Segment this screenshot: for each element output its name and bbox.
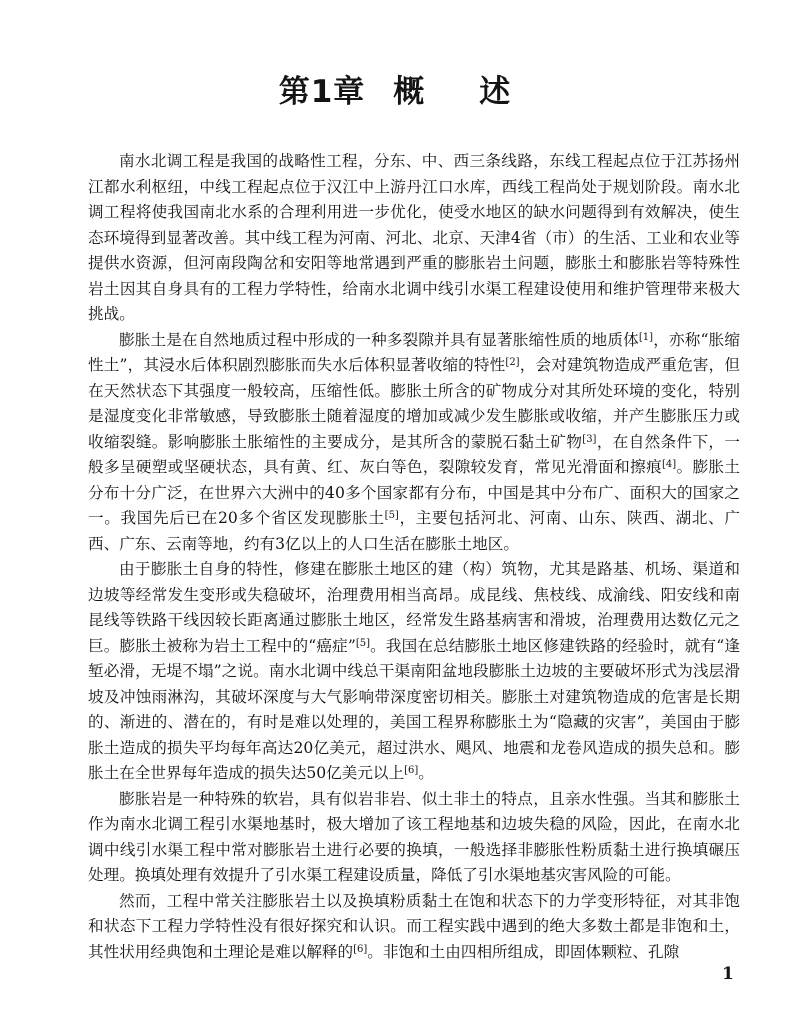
- paragraph-text: 然而，工程中常关注膨胀岩土以及换填粉质黏土在饱和状态下的力学变形特征，对其非饱和状态下工程力学特性没有很好探究和认识。而工程实践中遇到的绝大多数土都是非饱和土，其性状用经典饱和土理论是难以解释的: [88, 891, 740, 961]
- paragraph: [88, 328, 740, 558]
- paragraph-text: ，主要包括河北、河南、山东、陕西、湖北、广西、广东、云南等地，约有3亿以上的人口生活在膨胀土地区。: [88, 509, 740, 553]
- citation-reference: [6]: [353, 943, 368, 955]
- citation-reference: [1]: [638, 331, 654, 343]
- citation-reference: [5]: [355, 637, 370, 649]
- paragraph: [88, 149, 740, 328]
- paragraph-text: 。: [418, 764, 434, 782]
- chapter-title-part-2: 述: [479, 74, 512, 110]
- paragraph-text: 膨胀土是在自然地质过程中形成的一种多裂隙并具有显著胀缩性质的地质体: [119, 330, 639, 349]
- paragraph-text: 。膨胀土分布十分广泛，在世界六大洲中的40多个国家都有分布，中国是其中分布广、面积大的国家之一。我国先后已在20多个省区发现膨胀土: [88, 458, 740, 527]
- chapter-number: 第1章: [278, 74, 366, 110]
- paragraph-text: 南水北调工程是我国的战略性工程，分东、中、西三条线路，东线工程起点位于江苏扬州江都水利枢纽，中线工程起点位于汉江中上游丹江口水库，西线工程尚处于规划阶段。南水北调工程将使我国南北水系的合理利用进一步优化，使受水地区的缺水问题得到有效解决，使生态环境得到显著改善。其中线工程为河南、河北、北京、天津4省（市）的生活、工业和农业等提供水资源，但河南段陶岔和安阳等地常遇到严重的膨胀岩土问题，膨胀土和膨胀岩等特殊性岩土因其自身具有的工程力学特性，给南水北调中线引水渠工程建设使用和维护管理带来极大挑战。: [88, 152, 740, 323]
- body-text: [88, 149, 740, 965]
- citation-reference: [2]: [505, 357, 520, 368]
- paragraph-text: 。我国在总结膨胀土地区修建铁路的经验时，就有“逢堑必滑，无堤不塌”之说。南水北调中线总干渠南阳盆地段膨胀土边坡的主要破坏形式为浅层滑坡及冲蚀雨淋沟，其破坏深度与大气影响带深度密切相关。膨胀土对建筑物造成的危害是长期的、渐进的、潜在的，有时是难以处理的，美国工程界称膨胀土为“隐藏的灾害”，美国由于膨胀土造成的损失平均每年高达20亿美元，超过洪水、飓风、地震和龙卷风造成的损失总和。膨胀土在全世界每年造成的损失达50亿美元以上: [88, 636, 740, 782]
- paragraph-text: ，会对建筑物造成严重危害，但在天然状态下其强度一般较高，压缩性低。膨胀土所含的矿物成分对其所处环境的变化，特别是湿度变化非常敏感，导致膨胀土随着湿度的增加或减少发生膨胀或收缩，并产生膨胀压力或收缩裂缝。影响膨胀土胀缩性的主要成分，是其所含的蒙脱石黏土矿物: [88, 356, 740, 451]
- paragraph: [88, 787, 740, 889]
- page-number: 1: [722, 964, 734, 984]
- paragraph-text: 由于膨胀土自身的特性，修建在膨胀土地区的建（构）筑物，尤其是路基、机场、渠道和边坡等经常发生变形或失稳破坏，治理费用相当高昂。成昆线、焦枝线、成渝线、阳安线和南昆线等铁路干线因较长距离通过膨胀土地区，经常发生路基病害和滑坡，治理费用达数亿元之巨。膨胀土被称为岩土工程中的“癌症”: [88, 560, 740, 655]
- chapter-title-part-1: 概: [393, 74, 426, 110]
- citation-reference: [3]: [582, 433, 597, 445]
- citation-reference: [4]: [662, 459, 677, 470]
- citation-reference: [6]: [404, 765, 419, 776]
- paragraph-text: ，亦称“胀缩性土”，其浸水后体积剧烈膨胀而失水后体积显著收缩的特性: [88, 330, 740, 374]
- chapter-title: [0, 66, 790, 111]
- citation-reference: [5]: [384, 510, 399, 521]
- paragraph-text: 。非饱和土由四相所组成，即固体颗粒、孔隙: [367, 942, 680, 961]
- paragraph: [88, 889, 740, 966]
- paragraph: [88, 557, 740, 787]
- paragraph-text: ，在自然条件下，一般多呈硬塑或坚硬状态，具有黄、红、灰白等色，裂隙较发育，常见光滑面和擦痕: [88, 432, 740, 476]
- paragraph-text: 膨胀岩是一种特殊的软岩，具有似岩非岩、似土非土的特点，且亲水性强。当其和膨胀土作为南水北调工程引水渠地基时，极大增加了该工程地基和边坡失稳的风险，因此，在南水北调中线引水渠工程中常对膨胀岩土进行必要的换填，一般选择非膨胀性粉质黏土进行换填碾压处理。换填处理有效提升了引水渠工程建设质量，降低了引水渠地基灾害风险的可能。: [88, 789, 740, 884]
